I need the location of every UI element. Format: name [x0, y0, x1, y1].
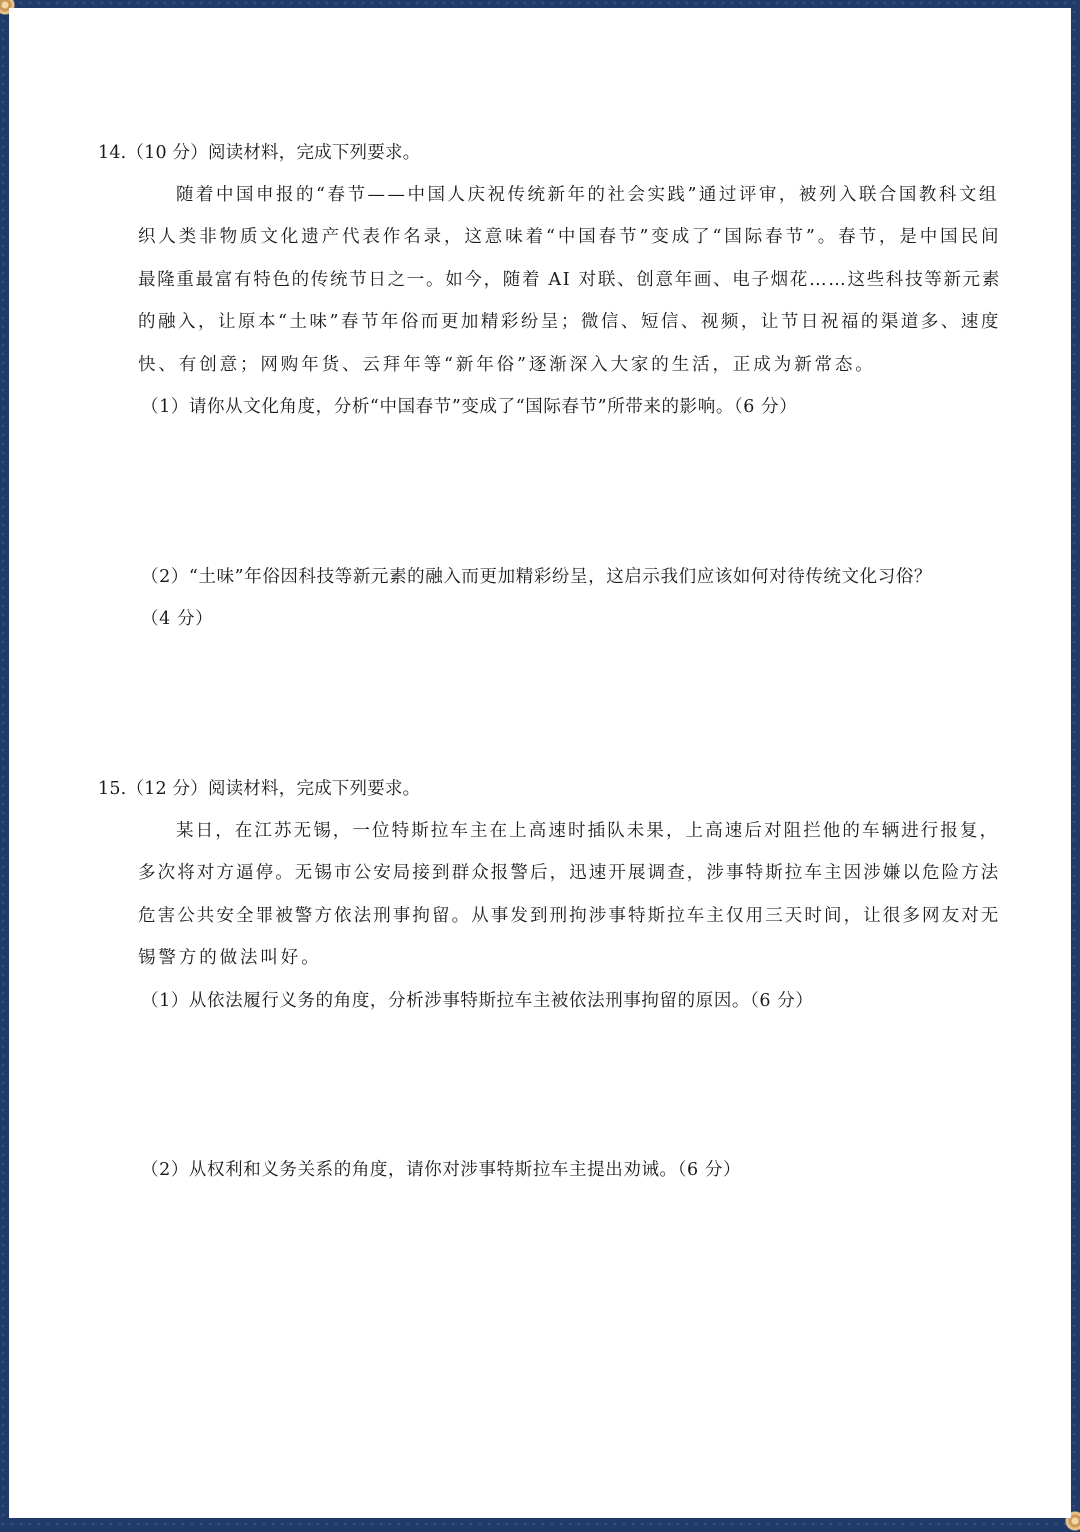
sub-question-1: （1）请你从文化角度，分析“中国春节”变成了“国际春节”所带来的影响。（6 分） — [141, 397, 798, 417]
material-line: 锡警方的做法叫好。 — [138, 948, 322, 968]
sub-question-2-continuation: （4 分） — [141, 609, 214, 629]
material-line: 织人类非物质文化遗产代表作名录，这意味着“中国春节”变成了“国际春节”。春节，是中国民间 — [138, 227, 1002, 247]
material-line: 的融入，让原本“土味”春节年俗而更加精彩纷呈；微信、短信、视频，让节日祝福的渠道多、速度 — [138, 312, 1001, 332]
material-line: 多次将对方逼停。无锡市公安局接到群众报警后，迅速开展调查，涉事特斯拉车主因涉嫌以危险方法 — [138, 863, 1001, 883]
sub-question-1: （1）从依法履行义务的角度，分析涉事特斯拉车主被依法刑事拘留的原因。（6 分） — [141, 991, 814, 1011]
material-line: 快、有创意；网购年货、云拜年等“新年俗”逐渐深入大家的生活，正成为新常态。 — [138, 355, 876, 375]
material-line: 随着中国申报的“春节——中国人庆祝传统新年的社会实践”通过评审，被列入联合国教科文组 — [176, 185, 999, 205]
exam-page — [9, 8, 1071, 1518]
question-header: 15.（12 分）阅读材料，完成下列要求。 — [98, 779, 421, 799]
material-line: 某日，在江苏无锡，一位特斯拉车主在上高速时插队未果，上高速后对阻拦他的车辆进行报复， — [176, 821, 1000, 841]
sub-question-2: （2）“土味”年俗因科技等新元素的融入而更加精彩纷呈，这启示我们应该如何对待传统文化习俗？ — [141, 567, 933, 587]
material-line: 最隆重最富有特色的传统节日之一。如今，随着 AI 对联、创意年画、电子烟花……这些科技等新元素 — [138, 270, 1002, 290]
question-header: 14.（10 分）阅读材料，完成下列要求。 — [98, 143, 421, 163]
sub-question-2: （2）从权利和义务关系的角度，请你对涉事特斯拉车主提出劝诫。（6 分） — [141, 1160, 742, 1180]
material-line: 危害公共安全罪被警方依法刑事拘留。从事发到刑拘涉事特斯拉车主仅用三天时间，让很多网友对无 — [138, 906, 1001, 926]
